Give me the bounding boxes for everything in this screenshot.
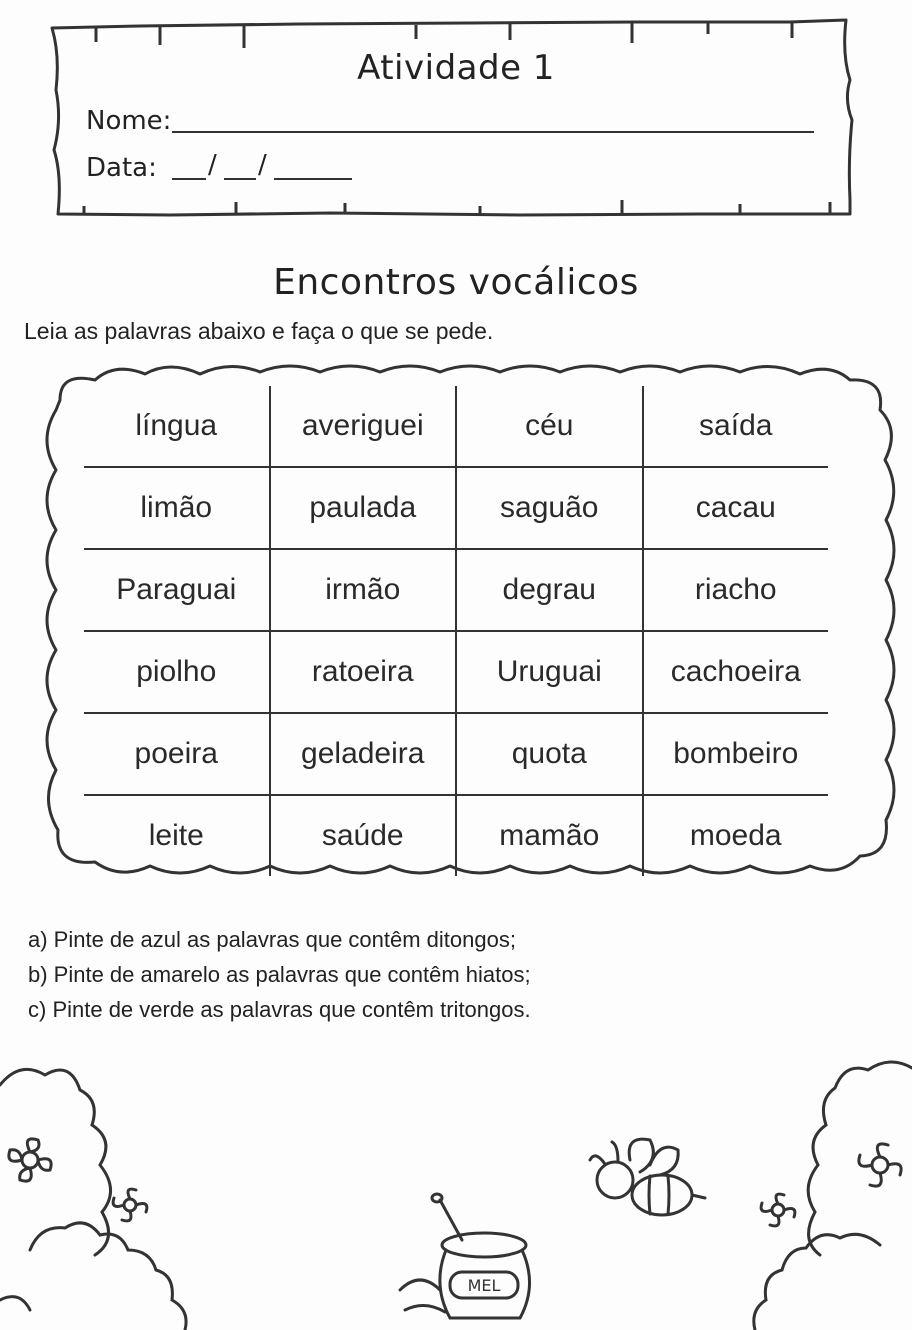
word-cell[interactable]: bombeiro	[642, 714, 829, 794]
word-cell[interactable]: leite	[148, 819, 204, 852]
date-label: Data:	[86, 153, 157, 183]
name-label: Nome:	[86, 106, 172, 136]
honey-jar-icon	[400, 1194, 530, 1318]
section-title: Encontros vocálicos	[273, 262, 639, 303]
word-cell[interactable]: cachoeira	[642, 632, 829, 712]
word-cell[interactable]: Uruguai	[455, 632, 642, 712]
flower-icon	[761, 1194, 795, 1226]
word-cell[interactable]: língua	[135, 409, 218, 442]
question-a: a) Pinte de azul as palavras que contêm ditongos;	[28, 927, 516, 952]
date-slash: /	[208, 150, 217, 180]
word-cell[interactable]: paulada	[269, 468, 456, 548]
activity-title: Atividade 1	[357, 48, 555, 88]
word-cell[interactable]: averiguei	[269, 386, 456, 466]
word-cell[interactable]: céu	[455, 386, 642, 466]
jar-label: MEL	[467, 1276, 501, 1295]
date-slash: /	[258, 150, 267, 180]
word-cell[interactable]: saguão	[455, 468, 642, 548]
instruction-text: Leia as palavras abaixo e faça o que se pede.	[24, 318, 494, 344]
question-c: c) Pinte de verde as palavras que contêm tritongos.	[28, 997, 531, 1022]
question-b: b) Pinte de amarelo as palavras que contêm hiatos;	[28, 962, 531, 987]
flower-icon	[113, 1189, 147, 1221]
word-cell[interactable]: irmão	[269, 550, 456, 630]
word-cell[interactable]: saída	[642, 386, 829, 466]
bee-icon	[590, 1139, 705, 1215]
flower-icon	[859, 1144, 901, 1186]
word-cell[interactable]: ratoeira	[269, 632, 456, 712]
word-cell[interactable]: geladeira	[269, 714, 456, 794]
word-cell[interactable]: piolho	[136, 655, 217, 688]
word-cell[interactable]: cacau	[642, 468, 829, 548]
word-cell[interactable]: degrau	[455, 550, 642, 630]
word-cell[interactable]: saúde	[269, 796, 456, 876]
word-cell[interactable]: quota	[455, 714, 642, 794]
word-cell[interactable]: moeda	[642, 796, 829, 876]
word-cell[interactable]: limão	[140, 491, 213, 524]
word-cell[interactable]: riacho	[642, 550, 829, 630]
word-cell[interactable]: poeira	[134, 737, 218, 770]
right-bush-lower	[754, 1234, 880, 1330]
flower-icon	[9, 1139, 51, 1181]
word-cell[interactable]: mamão	[455, 796, 642, 876]
word-cell[interactable]: Paraguai	[116, 573, 237, 606]
